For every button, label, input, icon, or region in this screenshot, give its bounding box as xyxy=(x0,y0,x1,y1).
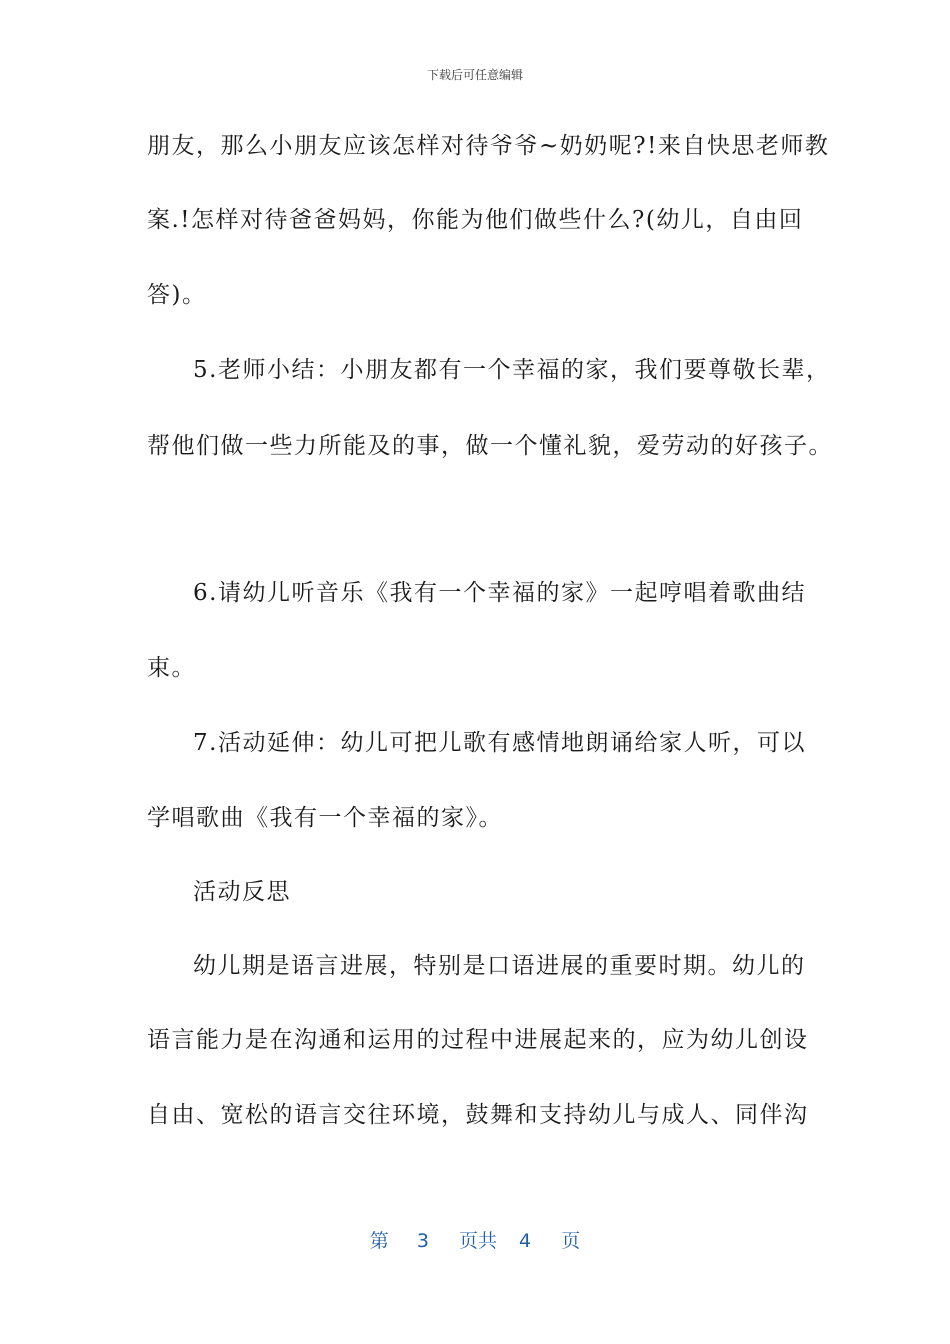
paragraph-line: 7.活动延伸：幼儿可把儿歌有感情地朗诵给家人听，可以 xyxy=(193,730,806,756)
paragraph-line: 6.请幼儿听音乐《我有一个幸福的家》一起哼唱着歌曲结 xyxy=(193,580,806,606)
page-header: 下载后可任意编辑 xyxy=(426,68,523,82)
paragraph-line: 5.老师小结：小朋友都有一个幸福的家，我们要尊敬长辈， xyxy=(193,357,831,383)
page-label-suffix: 页 xyxy=(561,1230,581,1252)
page-label-mid: 页共 xyxy=(458,1230,497,1252)
page-total: 4 xyxy=(519,1230,532,1252)
paragraph-line: 帮他们做一些力所能及的事，做一个懂礼貌，爱劳动的好孩子。 xyxy=(147,433,833,459)
paragraph-line: 束。 xyxy=(147,655,196,681)
paragraph-line: 朋友，那么小朋友应该怎样对待爷爷~奶奶呢?!来自快思老师教 xyxy=(147,133,830,159)
paragraph-line: 案.!怎样对待爸爸妈妈，你能为他们做些什么?(幼儿，自由回 xyxy=(147,207,804,233)
paragraph-line: 幼儿期是语言进展，特别是口语进展的重要时期。幼儿的 xyxy=(193,953,806,979)
section-heading: 活动反思 xyxy=(193,879,291,905)
page-footer xyxy=(0,1226,950,1253)
paragraph-line: 自由、宽松的语言交往环境，鼓舞和支持幼儿与成人、同伴沟 xyxy=(147,1102,809,1128)
page-label-prefix: 第 xyxy=(369,1230,389,1252)
paragraph-line: 语言能力是在沟通和运用的过程中进展起来的，应为幼儿创设 xyxy=(147,1027,809,1053)
paragraph-line: 学唱歌曲《我有一个幸福的家》。 xyxy=(147,805,503,831)
paragraph-line: 答)。 xyxy=(147,282,207,308)
page-number: 3 xyxy=(416,1230,429,1252)
